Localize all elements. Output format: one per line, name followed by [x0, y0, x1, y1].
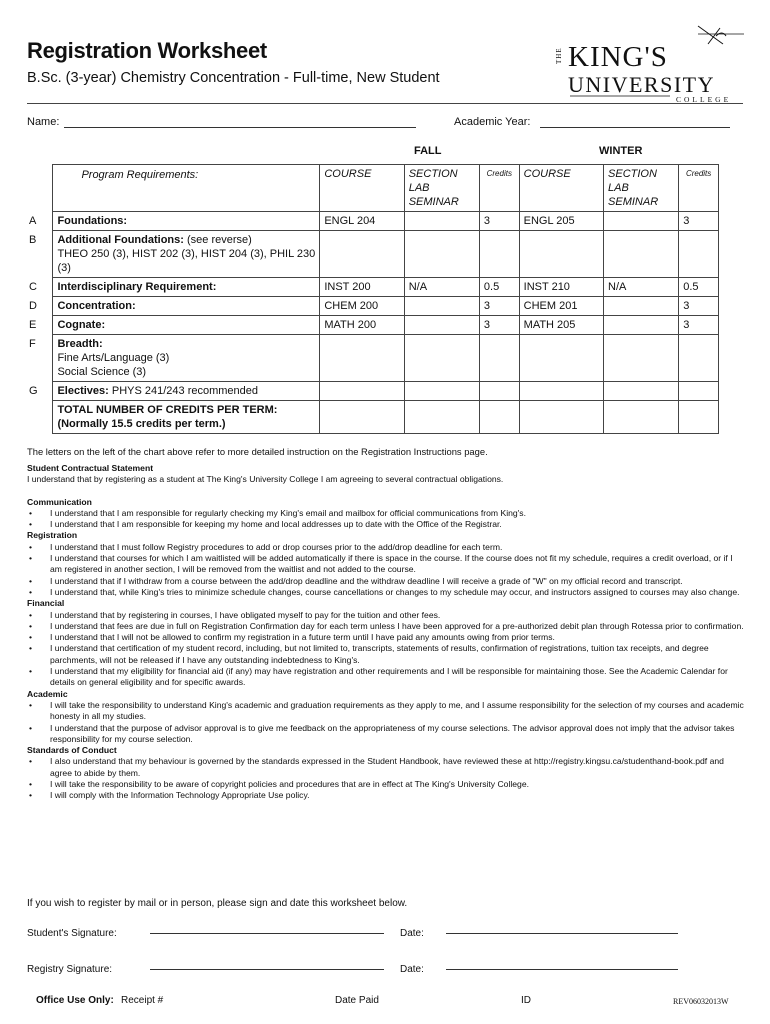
- winter-section-cell[interactable]: [604, 212, 679, 231]
- requirement-note: (see reverse): [186, 234, 252, 246]
- name-field[interactable]: [64, 127, 416, 128]
- name-label: Name:: [27, 116, 60, 128]
- requirement-label: Electives:: [57, 385, 109, 397]
- fall-course-cell[interactable]: ENGL 204: [320, 212, 404, 231]
- winter-section-cell[interactable]: N/A: [604, 278, 679, 297]
- table-row: [27, 212, 719, 231]
- requirement-label: Cognate:: [53, 316, 320, 335]
- fall-credits-cell[interactable]: [479, 382, 519, 401]
- requirement-label: Additional Foundations:: [57, 234, 184, 246]
- section-heading: Academic: [27, 688, 68, 699]
- winter-section-cell[interactable]: [604, 297, 679, 316]
- requirement-note: PHYS 241/243 recommended: [111, 385, 259, 397]
- fall-course-cell[interactable]: [320, 335, 404, 382]
- winter-course-cell[interactable]: [519, 231, 603, 278]
- fall-section-cell[interactable]: [404, 335, 479, 382]
- list-item: • I understand that I am responsible for keeping my home and local addresses up to date with the Office of the Registrar.: [27, 519, 745, 530]
- fall-credits-cell[interactable]: 3: [479, 316, 519, 335]
- student-date-field[interactable]: [446, 933, 678, 934]
- table-header-row: [27, 165, 719, 212]
- winter-credits-cell[interactable]: [679, 231, 719, 278]
- requirement-cell: [53, 382, 320, 401]
- student-signature-field[interactable]: [150, 933, 384, 934]
- winter-section-header: SECTION LAB SEMINAR: [604, 165, 679, 212]
- winter-course-cell[interactable]: INST 210: [519, 278, 603, 297]
- total-row: [27, 401, 719, 434]
- requirement-detail: THEO 250 (3), HIST 202 (3), HIST 204 (3), PHIL 230 (3): [57, 248, 316, 274]
- winter-header: WINTER: [599, 145, 643, 157]
- office-use-label: Office Use Only:: [36, 995, 114, 1006]
- signature-instruction: If you wish to register by mail or in person, please sign and date this worksheet below.: [27, 898, 408, 909]
- registry-signature-label: Registry Signature:: [27, 964, 113, 975]
- registry-signature-field[interactable]: [150, 969, 384, 970]
- row-letter: E: [29, 318, 37, 331]
- list-item: • I also understand that my behaviour is governed by the standards expressed in the Student Handbook, have reviewed these at http://registry.kingsu.ca/studenthand-book.pdf and agree to abide by them.: [27, 756, 745, 779]
- svg-text:KING'S: KING'S: [568, 41, 668, 73]
- list-item: • I will take the responsibility to be aware of copyright policies and procedures that are in effect at The King's University College.: [27, 779, 745, 790]
- section-heading: Standards of Conduct: [27, 745, 117, 756]
- section-list: [27, 756, 745, 801]
- student-date-label: Date:: [400, 928, 424, 939]
- row-letter: F: [29, 337, 36, 350]
- winter-course-cell[interactable]: [519, 382, 603, 401]
- list-item: • I understand that my eligibility for financial aid (if any) may have registration and other requirements and I will be responsible for maintaining those. See the Academic Calendar for details on general eligibility and for specific awards.: [27, 666, 745, 689]
- program-requirements-header: Program Requirements:: [53, 165, 320, 212]
- header-rule: [27, 103, 743, 104]
- fall-section-cell[interactable]: [404, 382, 479, 401]
- list-item: • I understand that the purpose of advisor approval is to give me feedback on the appropriateness of my course selections. The advisor approval does not imply that the advisor takes responsibility for my course selection.: [27, 723, 745, 746]
- fall-section-header: SECTION LAB SEMINAR: [404, 165, 479, 212]
- requirement-label: Concentration:: [53, 297, 320, 316]
- list-item: • I will comply with the Information Technology Appropriate Use policy.: [27, 790, 745, 801]
- registry-date-field[interactable]: [446, 969, 678, 970]
- revision-code: REV06032013W: [673, 997, 729, 1006]
- list-item: • I understand that by registering in courses, I have obligated myself to pay for the tuition and other fees.: [27, 610, 745, 621]
- requirement-label: Foundations:: [53, 212, 320, 231]
- winter-course-cell[interactable]: CHEM 201: [519, 297, 603, 316]
- fall-section-cell[interactable]: N/A: [404, 278, 479, 297]
- list-item: • I will take the responsibility to understand King's academic and graduation requirements as they apply to me, and I assume responsibility for the selection of my courses and academic honesty in all my studies.: [27, 700, 745, 723]
- table-row: [27, 278, 719, 297]
- table-row: [27, 382, 719, 401]
- total-credits-label: TOTAL NUMBER OF CREDITS PER TERM: (Normally 15.5 credits per term.): [53, 401, 320, 434]
- svg-text:THE: THE: [555, 47, 563, 64]
- fall-course-cell[interactable]: [320, 231, 404, 278]
- section-list: [27, 508, 745, 531]
- fall-credits-header: Credits: [479, 165, 519, 212]
- id-label: ID: [521, 995, 531, 1006]
- list-item: • I understand that I am responsible for regularly checking my King's email and mailbox for official communications from King's.: [27, 508, 745, 519]
- row-letter: A: [29, 214, 37, 227]
- academic-year-label: Academic Year:: [454, 116, 531, 128]
- winter-section-cell[interactable]: [604, 316, 679, 335]
- fall-credits-cell[interactable]: 3: [479, 297, 519, 316]
- fall-total-course-cell[interactable]: [320, 401, 404, 434]
- requirement-cell: [53, 231, 320, 278]
- list-item: • I understand that certification of my student record, including, but not limited to, transcripts, statements of results, confirmation of registrations, tuition tax receipts, and degree parchments, will not be released if I have any outstanding indebtedness to King's.: [27, 643, 745, 666]
- fall-course-cell[interactable]: CHEM 200: [320, 297, 404, 316]
- winter-credits-header: Credits: [679, 165, 719, 212]
- winter-course-cell[interactable]: ENGL 205: [519, 212, 603, 231]
- registration-table: [27, 164, 719, 434]
- fall-total-section-cell[interactable]: [404, 401, 479, 434]
- academic-year-field[interactable]: [540, 127, 730, 128]
- winter-credits-cell[interactable]: [679, 382, 719, 401]
- section-list: [27, 542, 745, 598]
- winter-course-cell[interactable]: [519, 335, 603, 382]
- requirement-cell: [53, 335, 320, 382]
- section-heading: Financial: [27, 598, 65, 609]
- list-item: • I understand that if I withdraw from a course between the add/drop deadline and the withdraw deadline I will receive a grade of "W" on my official record and transcript.: [27, 576, 745, 587]
- svg-text:UNIVERSITY: UNIVERSITY: [568, 72, 715, 97]
- row-letter: D: [29, 299, 37, 312]
- svg-text:COLLEGE: COLLEGE: [676, 95, 732, 104]
- fall-section-cell[interactable]: [404, 316, 479, 335]
- letters-note: The letters on the left of the chart above refer to more detailed instruction on the Registration Instructions page.: [27, 446, 488, 457]
- fall-course-cell[interactable]: MATH 200: [320, 316, 404, 335]
- table-row: [27, 316, 719, 335]
- list-item: • I understand that I must follow Registry procedures to add or drop courses prior to the add/drop deadline for each term.: [27, 542, 745, 553]
- statement-intro: I understand that by registering as a student at The King's University College I am agreeing to several contractual obligations.: [27, 474, 504, 485]
- fall-section-cell[interactable]: [404, 212, 479, 231]
- list-item: • I understand that fees are due in full on Registration Confirmation day for each term unless I have been approved for a pre-authorized debit plan through Rotessa prior to confirmation.: [27, 621, 745, 632]
- page-title: Registration Worksheet: [27, 38, 267, 63]
- list-item: • I understand that I will not be allowed to confirm my registration in a future term until I have paid any amounts owing from prior terms.: [27, 632, 745, 643]
- fall-section-cell[interactable]: [404, 231, 479, 278]
- contractual-statement: [27, 463, 745, 802]
- requirement-detail: Fine Arts/Language (3): [57, 352, 170, 364]
- fall-course-cell[interactable]: [320, 382, 404, 401]
- requirement-label: Breadth:: [57, 338, 103, 350]
- fall-credits-cell[interactable]: [479, 335, 519, 382]
- table-row: [27, 231, 719, 278]
- row-letter: B: [29, 233, 37, 246]
- receipt-label: Receipt #: [121, 995, 164, 1006]
- winter-credits-cell[interactable]: 3: [679, 297, 719, 316]
- kings-university-logo: [548, 22, 744, 104]
- section-list: [27, 700, 745, 745]
- fall-credits-cell[interactable]: 3: [479, 212, 519, 231]
- fall-credits-cell[interactable]: 0.5: [479, 278, 519, 297]
- section-heading: Communication: [27, 496, 92, 507]
- winter-total-course-cell[interactable]: [519, 401, 603, 434]
- row-letter: G: [29, 384, 38, 397]
- page-subtitle: B.Sc. (3-year) Chemistry Concentration - Full-time, New Student: [27, 70, 440, 86]
- list-item: • I understand that courses for which I am waitlisted will be added automatically if there is space in the course. If the course does not fit my schedule, requires a credit overload, or if I am registered in another section, I will be removed from the waitlist and not added to the course.: [27, 553, 745, 576]
- table-row: [27, 335, 719, 382]
- list-item: • I understand that, while King's tries to minimize schedule changes, course cancellations or changes to my schedule may occur, and instructors assigned to courses may also change.: [27, 587, 745, 598]
- winter-section-cell[interactable]: [604, 335, 679, 382]
- fall-credits-cell[interactable]: [479, 231, 519, 278]
- student-signature-label: Student's Signature:: [27, 928, 117, 939]
- winter-total-credits-cell[interactable]: [679, 401, 719, 434]
- table-row: [27, 297, 719, 316]
- fall-total-credits-cell[interactable]: [479, 401, 519, 434]
- winter-section-cell[interactable]: [604, 231, 679, 278]
- winter-section-cell[interactable]: [604, 382, 679, 401]
- winter-total-section-cell[interactable]: [604, 401, 679, 434]
- fall-section-cell[interactable]: [404, 297, 479, 316]
- fall-header: FALL: [414, 145, 442, 157]
- winter-credits-cell[interactable]: 3: [679, 316, 719, 335]
- row-letter: C: [29, 280, 37, 293]
- winter-credits-cell[interactable]: 0.5: [679, 278, 719, 297]
- requirement-detail: Social Science (3): [57, 366, 147, 378]
- date-paid-label: Date Paid: [335, 995, 379, 1006]
- section-heading: Registration: [27, 530, 78, 541]
- registry-date-label: Date:: [400, 964, 424, 975]
- winter-credits-cell[interactable]: [679, 335, 719, 382]
- section-list: [27, 610, 745, 689]
- winter-credits-cell[interactable]: 3: [679, 212, 719, 231]
- statement-title: Student Contractual Statement: [27, 463, 154, 473]
- fall-course-cell[interactable]: INST 200: [320, 278, 404, 297]
- fall-course-header: COURSE: [320, 165, 404, 212]
- winter-course-header: COURSE: [519, 165, 603, 212]
- winter-course-cell[interactable]: MATH 205: [519, 316, 603, 335]
- requirement-label: Interdisciplinary Requirement:: [53, 278, 320, 297]
